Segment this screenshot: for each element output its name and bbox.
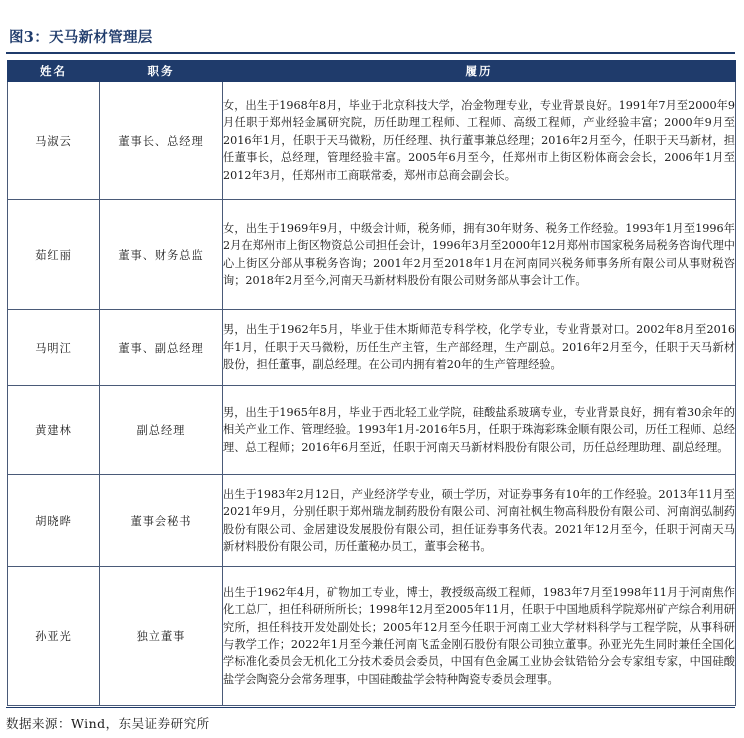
table-row	[8, 567, 736, 706]
bottom-divider	[6, 707, 735, 708]
table-row	[8, 82, 736, 200]
person-name: 孙亚光	[8, 567, 100, 706]
person-name: 马淑云	[8, 82, 100, 200]
person-role: 董事会秘书	[100, 475, 223, 567]
person-bio: 女，出生于1969年9月，中级会计师，税务师，拥有30年财务、税务工作经验。1993年1月至1996年2月在郑州市上街区物资总公司担任会计，1996年3月至2000年12月郑州市国家税务局税务咨询代理中心上街区分部从事税务咨询；2001年2月至2018年1月在河南同兴税务师事务所有限公司从事财税咨询；2018年2月至今,河南天马新材料股份有限公司财务部从事会计工作。	[223, 200, 736, 310]
person-role: 副总经理	[100, 386, 223, 475]
person-role: 独立董事	[100, 567, 223, 706]
header-name: 姓名	[8, 61, 100, 82]
person-name: 黄建林	[8, 386, 100, 475]
table-row	[8, 200, 736, 310]
person-name: 胡晓晔	[8, 475, 100, 567]
person-bio: 出生于1983年2月12日，产业经济学专业，硕士学历，对证券事务有10年的工作经验。2013年11月至2021年9月，分别任职于郑州瑞龙制药股份有限公司、河南社枫生物高科股份有限公司、河南润弘制药股份有限公司、金居建设发展股份有限公司，担任证券事务代表。2021年12月至今，任职于河南天马新材料股份有限公司，历任董秘办员工，董事会秘书。	[223, 475, 736, 567]
person-name: 马明江	[8, 310, 100, 386]
table-row	[8, 386, 736, 475]
person-bio: 男，出生于1965年8月，毕业于西北轻工业学院，硅酸盐系玻璃专业，专业背景良好，拥有着30余年的相关产业工作、管理经验。1993年1月-2016年5月，任职于珠海彩珠金顺有限公司，历任工程师、总经理、总工程师；2016年6月至近，任职于河南天马新材料股份有限公司，历任总经理助理、副总经理。	[223, 386, 736, 475]
table-row	[8, 310, 736, 386]
figure-title: 图3：天马新材管理层	[9, 29, 153, 46]
person-role: 董事长、总经理	[100, 82, 223, 200]
person-bio: 男，出生于1962年5月，毕业于佳木斯师范专科学校，化学专业，专业背景对口。2002年8月至2016年1月，任职于天马微粉，历任生产主管，生产部经理，生产副总。2016年2月至今，任职于天马新材股份，担任董事，副总经理。在公司内拥有着20年的生产管理经验。	[223, 310, 736, 386]
title-divider	[6, 52, 735, 54]
header-bio: 履历	[223, 61, 736, 82]
person-role: 董事、副总经理	[100, 310, 223, 386]
header-role: 职务	[100, 61, 223, 82]
source-note: 数据来源：Wind，东吴证券研究所	[6, 716, 210, 731]
management-table	[7, 60, 736, 706]
person-bio: 出生于1962年4月，矿物加工专业，博士，教授级高级工程师，1983年7月至1998年11月于河南焦作化工总厂，担任科研所所长；1998年12月至2005年11月，任职于中国地质科学院郑州矿产综合利用研究所，担任科技开发处副处长；2005年12月至今任职于河南工业大学材料科学与工程学院，从事科研与教学工作；2022年1月至今兼任河南飞孟金刚石股份有限公司独立董事。孙亚光先生同时兼任全国化学标准化委员会无机化工分技术委员会委员，中国有色金属工业协会钛锆铪分会专家组专家，中国硅酸盐学会陶瓷分会常务理事，中国硅酸盐学会特种陶瓷专委员会理事。	[223, 567, 736, 706]
person-name: 茹红丽	[8, 200, 100, 310]
table-row	[8, 475, 736, 567]
table-header-row	[8, 61, 736, 82]
person-bio: 女，出生于1968年8月，毕业于北京科技大学，冶金物理专业，专业背景良好。1991年7月至2000年9月任职于郑州轻金属研究院，历任助理工程师、工程师、高级工程师，产业经验丰富；2000年9月至2016年1月，任职于天马微粉，历任经理、执行董事兼总经理；2016年2月至今，任职于天马新材，担任董事长，总经理，管理经验丰富。2005年6月至今，任郑州市上街区粉体商会会长，2006年1月至2012年3月，任郑州市工商联常委，郑州市总商会副会长。	[223, 82, 736, 200]
person-role: 董事、财务总监	[100, 200, 223, 310]
